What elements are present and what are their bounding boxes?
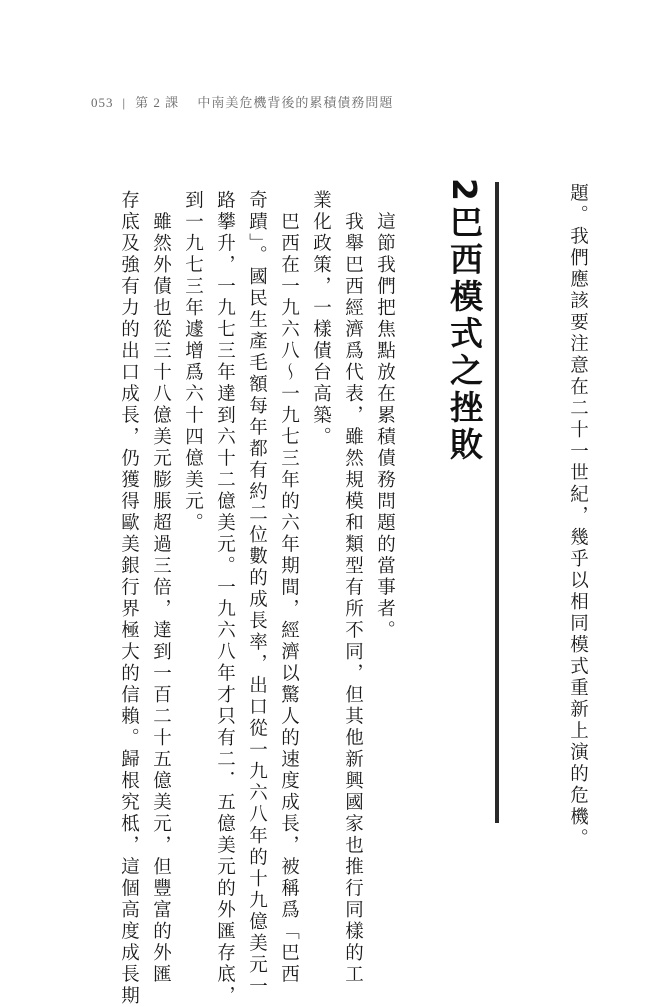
section-heading [441, 178, 488, 464]
chapter-title: 中南美危機背後的累積債務問題 [197, 95, 394, 110]
body-line-4: 巴西在一九六八〜一九七三年的六年期間，經濟以驚人的速度成長，被稱爲「巴西 [278, 190, 300, 986]
section-rule [495, 182, 499, 823]
header-separator: | [122, 95, 127, 110]
chapter-label: 第 2 課 [135, 95, 180, 110]
body-line-7: 到一九七三年遽增爲六十四億美元。 [182, 190, 204, 534]
body-line-3: 業化政策，一樣債台高築。 [310, 190, 332, 448]
section-number: 2 [445, 178, 484, 205]
running-header [91, 92, 393, 111]
body-line-5: 奇蹟」。國民生產毛額每年都有約二位數的成長率，出口從一九六八年的十九億美元一 [246, 190, 268, 998]
body-line-9: 存底及強有力的出口成長，仍獲得歐美銀行界極大的信賴。歸根究柢，這個高度成長期 [118, 190, 140, 1007]
section-title: 巴西模式之挫敗 [445, 204, 484, 464]
body-line-2: 我舉巴西經濟爲代表，雖然規模和類型有所不同，但其他新興國家也推行同樣的工 [342, 190, 364, 986]
body-line-6: 路攀升，一九七三年達到六十二億美元。一九六八年才只有二．五億美元的外匯存底， [214, 190, 236, 1007]
lead-line: 題。我們應該要注意在二十一世紀，幾乎以相同模式重新上演的危機。 [567, 183, 589, 850]
body-line-8: 雖然外債也從三十八億美元膨脹超過三倍，達到一百二十五億美元，但豐富的外匯 [150, 190, 172, 986]
body-line-1: 這節我們把焦點放在累積債務問題的當事者。 [374, 190, 396, 642]
page-number: 053 [91, 95, 114, 110]
